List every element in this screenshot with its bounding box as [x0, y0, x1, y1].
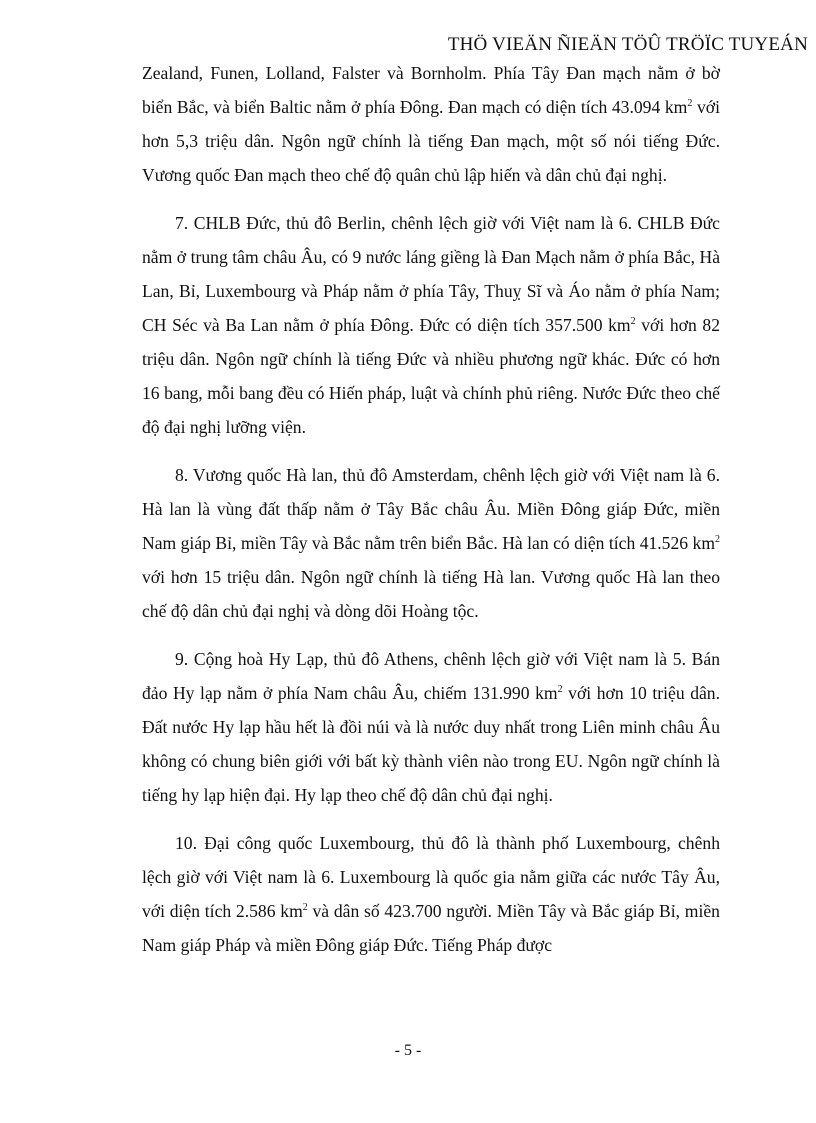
paragraph-netherlands: 8. Vương quốc Hà lan, thủ đô Amsterdam, chênh lệch giờ với Việt nam là 6. Hà lan là vùng đất thấp nằm ở Tây Bắc châu Âu. Miền Đông giáp Đức, miền Nam giáp Bỉ, miền Tây và Bắc nằm trên biển Bắc. Hà lan có diện tích 41.526 $km^2$ với hơn 15 triệu dân. Ngôn ngữ chính là tiếng Hà lan. Vương quốc Hà lan theo chế độ dân chủ đại nghị và dòng dõi Hoàng tộc. [142, 465, 720, 621]
paragraph-germany: 7. CHLB Đức, thủ đô Berlin, chênh lệch giờ với Việt nam là 6. CHLB Đức nằm ở trung tâm châu Âu, có 9 nước láng giềng là Đan Mạch nằm ở phía Bắc, Hà Lan, Bỉ, Luxembourg và Pháp nằm ở phía Tây, Thuỵ Sĩ và Áo nằm ở phía Nam; CH Séc và Ba Lan nằm ở phía Đông. Đức có diện tích 357.500 $km^2$ với hơn 82 triệu dân. Ngôn ngữ chính là tiếng Đức và nhiều phương ngữ khác. Đức có hơn 16 bang, mỗi bang đều có Hiến pháp, luật và chính phủ riêng. Nước Đức theo chế độ đại nghị lưỡng viện. [142, 213, 720, 437]
running-header: THÖ VIEÄN ÑIEÄN TÖÛ TRÖÏC TUYEÁN [447, 34, 808, 55]
page-number: - 5 - [394, 1042, 422, 1059]
paragraph-greece: 9. Cộng hoà Hy Lạp, thủ đô Athens, chênh lệch giờ với Việt nam là 5. Bán đảo Hy lạp nằm ở phía Nam châu Âu, chiếm 131.990 $km^2$ với hơn 10 triệu dân. Đất nước Hy lạp hầu hết là đồi núi và là nước duy nhất trong Liên minh châu Âu không có chung biên giới với bất kỳ thành viên nào trong EU. Ngôn ngữ chính là tiếng hy lạp hiện đại. Hy lạp theo chế độ dân chủ đại nghị. [142, 649, 720, 805]
paragraph-denmark-continued: Zealand, Funen, Lolland, Falster và Bornholm. Phía Tây Đan mạch nằm ở bờ biển Bắc, và biển Baltic nằm ở phía Đông. Đan mạch có diện tích 43.094 $km^2$ với hơn 5,3 triệu dân. Ngôn ngữ chính là tiếng Đan mạch, một số nói tiếng Đức. Vương quốc Đan mạch theo chế độ quân chủ lập hiến và dân chủ đại nghị. [142, 63, 720, 185]
body-text [142, 56, 720, 976]
paragraph-luxembourg: 10. Đại công quốc Luxembourg, thủ đô là thành phố Luxembourg, chênh lệch giờ với Việt nam là 6. Luxembourg là quốc gia nằm giữa các nước Tây Âu, với diện tích 2.586 $km^2$ và dân số 423.700 người. Miền Tây và Bắc giáp Bỉ, miền Nam giáp Pháp và miền Đông giáp Đức. Tiếng Pháp được [142, 833, 720, 955]
